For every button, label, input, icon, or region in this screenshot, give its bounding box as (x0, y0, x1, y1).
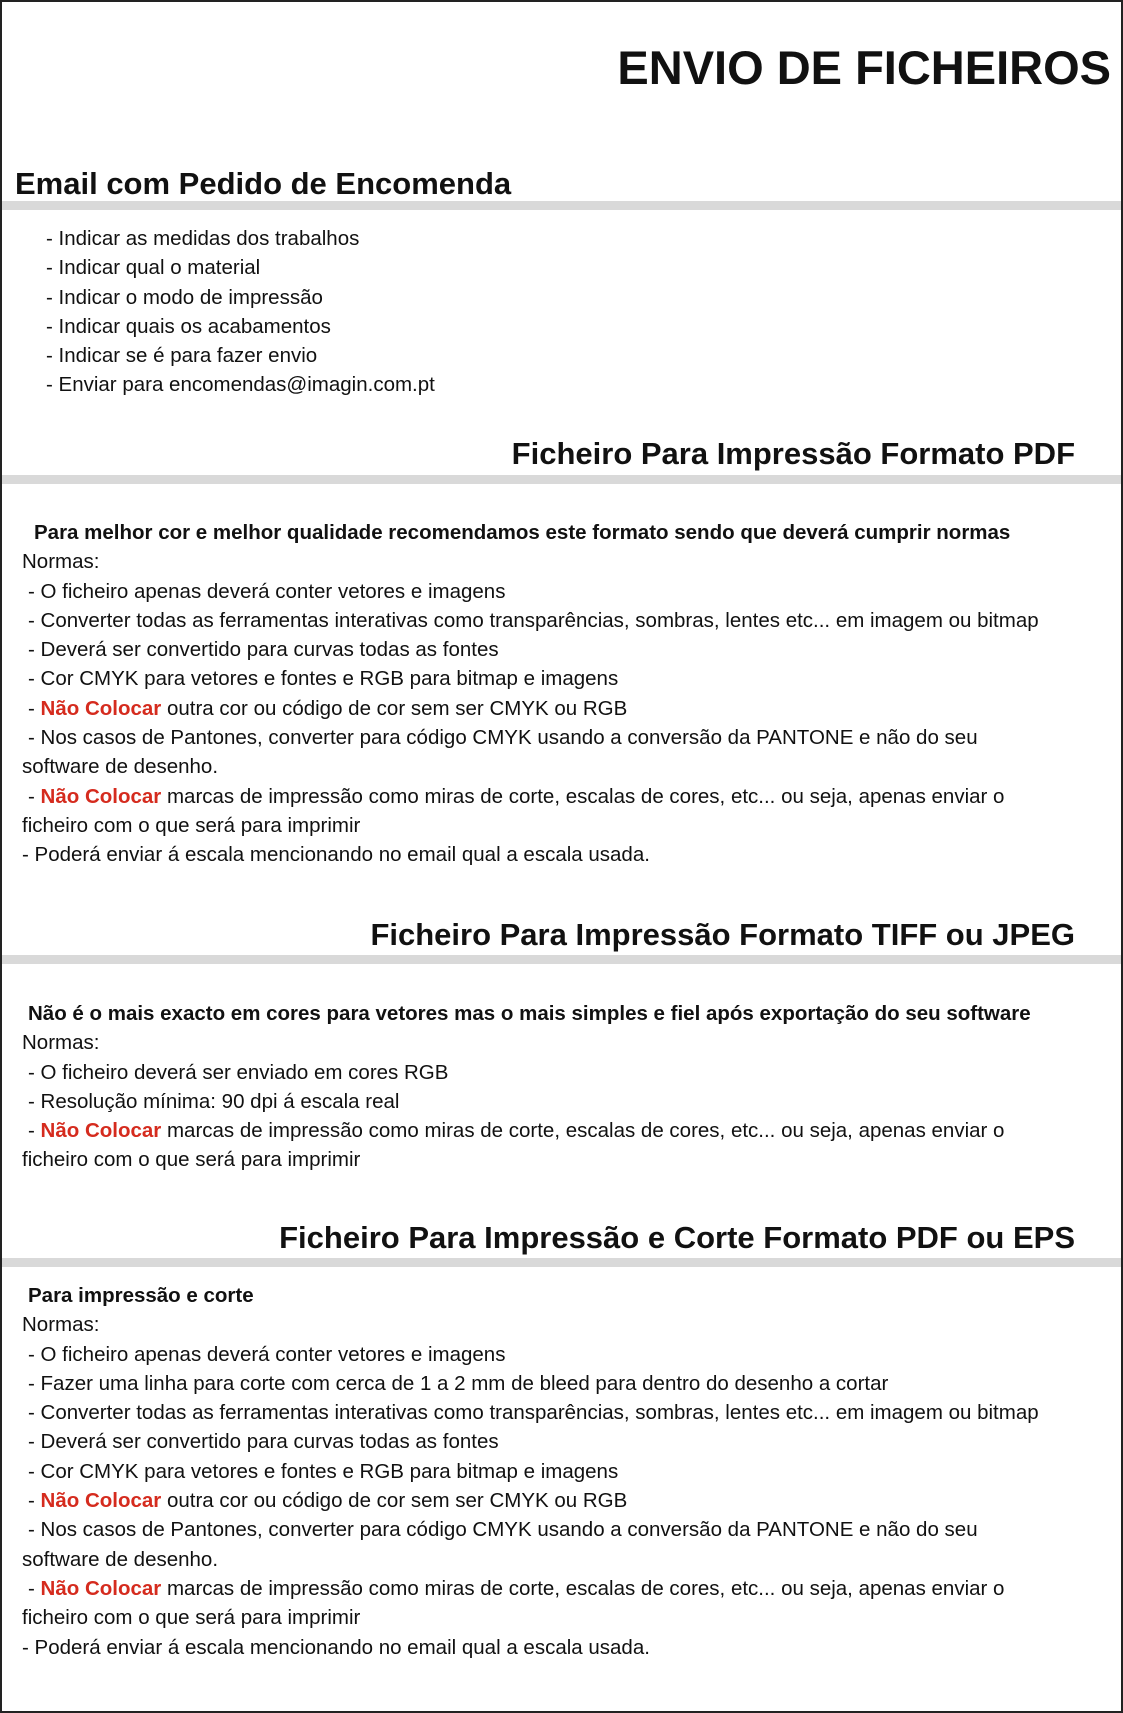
bullet-prefix: - (28, 696, 41, 720)
section-heading-cut: Ficheiro Para Impressão e Corte Formato PDF ou EPS (279, 1220, 1075, 1255)
list-item (22, 694, 1107, 723)
section-heading-pdf: Ficheiro Para Impressão Formato PDF (511, 436, 1075, 471)
normas-label: Normas: (22, 1313, 100, 1337)
list-item (22, 1574, 1107, 1633)
section-intro: Para melhor cor e melhor qualidade recomendamos este formato sendo que deverá cumprir normas (34, 521, 1011, 544)
list-item: - Indicar as medidas dos trabalhos (46, 227, 360, 250)
page-title: ENVIO DE FICHEIROS (617, 41, 1111, 94)
section-divider (2, 1258, 1121, 1267)
section-heading-tiff: Ficheiro Para Impressão Formato TIFF ou JPEG (370, 917, 1075, 952)
section-divider (2, 475, 1121, 484)
list-item (22, 1116, 1107, 1175)
list-item (22, 1486, 1107, 1515)
warning-highlight: Não Colocar (40, 1576, 162, 1600)
normas-label: Normas: (22, 550, 100, 574)
item-text: marcas de impressão como miras de corte, escalas de cores, etc... ou seja, apenas enviar o ficheiro com o que será para imprimir (22, 784, 1005, 837)
warning-highlight: Não Colocar (40, 1489, 162, 1513)
bullet-prefix: - (28, 1489, 41, 1513)
section-divider (2, 201, 1121, 210)
list-item (22, 782, 1107, 841)
list-item: - O ficheiro deverá ser enviado em cores RGB (28, 1060, 449, 1084)
section-divider (2, 955, 1121, 964)
list-item: - Nos casos de Pantones, converter para código CMYK usando a conversão da PANTONE e não do seu software de desenho. (22, 1518, 978, 1571)
list-item: - Indicar se é para fazer envio (46, 344, 318, 368)
list-item: - Indicar quais os acabamentos (46, 314, 331, 338)
tiff-requirements-list (22, 999, 1107, 1175)
list-item: - Fazer uma linha para corte com cerca de 1 a 2 mm de bleed para dentro do desenho a cortar (28, 1371, 889, 1395)
warning-highlight: Não Colocar (40, 784, 162, 808)
section-intro: Para impressão e corte (28, 1284, 254, 1307)
item-text: marcas de impressão como miras de corte, escalas de cores, etc... ou seja, apenas enviar o ficheiro com o que será para imprimir (22, 1119, 1005, 1172)
list-item: - O ficheiro apenas deverá conter vetores e imagens (28, 579, 506, 603)
section-heading-email: Email com Pedido de Encomenda (15, 166, 512, 201)
item-text: outra cor ou código de cor sem ser CMYK ou RGB (161, 1489, 628, 1513)
list-item: - Indicar o modo de impressão (46, 285, 323, 309)
list-item: - Enviar para encomendas@imagin.com.pt (46, 373, 435, 397)
bullet-prefix: - (28, 784, 41, 808)
list-item: - Cor CMYK para vetores e fontes e RGB para bitmap e imagens (28, 667, 619, 691)
list-item: - Poderá enviar á escala mencionando no email qual a escala usada. (22, 843, 650, 867)
list-item: - Resolução mínima: 90 dpi á escala real (28, 1089, 400, 1113)
email-requirements-list (46, 224, 1107, 400)
list-item: - Nos casos de Pantones, converter para código CMYK usando a conversão da PANTONE e não do seu software de desenho. (22, 726, 978, 779)
list-item: - Poderá enviar á escala mencionando no email qual a escala usada. (22, 1635, 650, 1659)
list-item: - Deverá ser convertido para curvas todas as fontes (28, 1430, 499, 1454)
normas-label: Normas: (22, 1031, 100, 1055)
warning-highlight: Não Colocar (40, 1119, 162, 1143)
item-text: outra cor ou código de cor sem ser CMYK ou RGB (161, 696, 628, 720)
list-item: - Converter todas as ferramentas interativas como transparências, sombras, lentes etc... em imagem ou bitmap (28, 608, 1039, 632)
item-text: marcas de impressão como miras de corte, escalas de cores, etc... ou seja, apenas enviar o ficheiro com o que será para imprimir (22, 1576, 1005, 1630)
bullet-prefix: - (28, 1119, 41, 1143)
list-item: - O ficheiro apenas deverá conter vetores e imagens (28, 1342, 506, 1366)
warning-highlight: Não Colocar (40, 696, 162, 720)
pdf-requirements-list (22, 518, 1107, 870)
list-item: - Cor CMYK para vetores e fontes e RGB para bitmap e imagens (28, 1459, 619, 1483)
section-intro: Não é o mais exacto em cores para vetores mas o mais simples e fiel após exportação do seu software (28, 1002, 1031, 1025)
list-item: - Converter todas as ferramentas interativas como transparências, sombras, lentes etc... em imagem ou bitmap (28, 1401, 1039, 1425)
bullet-prefix: - (28, 1576, 41, 1600)
list-item: - Deverá ser convertido para curvas todas as fontes (28, 638, 499, 662)
cut-requirements-list (22, 1281, 1107, 1662)
list-item: - Indicar qual o material (46, 256, 261, 280)
